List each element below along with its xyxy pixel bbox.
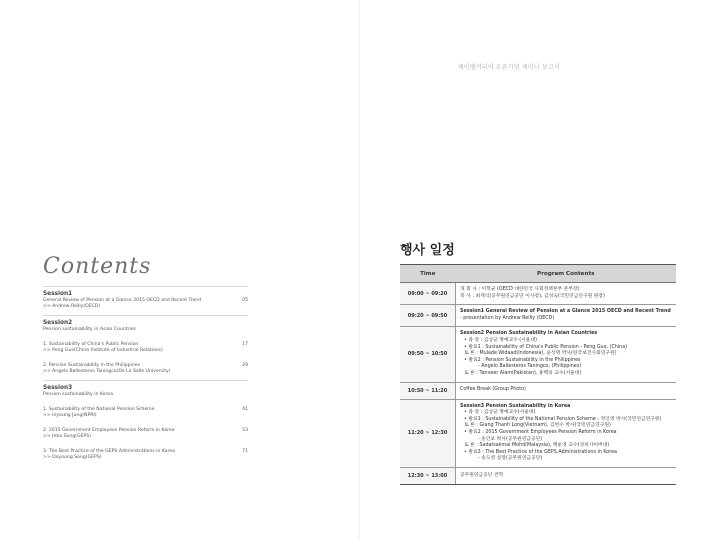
program-line: 토 론 : Mulade Widaad(Indonesia), 윤석명 박사(한국보건사회연구원) [464,351,617,357]
toc-entry-author: >> Inbo Song(GEPS) [43,434,91,439]
schedule-time: 09:00 ~ 09:20 [400,283,456,305]
program-line: 개 회 사 : 이학균 (OECD 대한민국 사회정책본부 본부장) [460,287,580,292]
program-line: 축 사 : 최재식(공무원연금공단 이사장), 김성숙(국민연금연구원 원장) [460,293,605,299]
toc-entry [43,363,248,368]
program-line: 토 론 : Tanveer Alam(Pakistan), 홍백의 교수(서울대) [464,370,582,376]
toc-entry-author: >> Angelo Ballesteros Taningco(De La Salle University) [43,369,171,374]
time-column-header: Time [400,265,456,283]
toc-section-subtitle: Pension sustainability in Korea [43,392,113,397]
schedule-program [456,305,677,327]
toc-section-title: Session3 [43,385,73,391]
program-line: 공무원연금공단 견학 [460,472,504,478]
toc-entry [43,428,248,433]
schedule-program [456,382,677,399]
toc-page-number: 29 [242,363,248,368]
schedule-row [400,305,676,327]
schedule-time: 12:30 ~ 13:00 [400,467,456,484]
program-line: • 좌 장 : 김상균 명예교수 (서울대) [464,337,537,343]
program-line: 토 론 : Giang Thanh Long(Vietnam), 김헌수 박사(국민연금연구원) [464,423,611,429]
program-line: • 발표2 : 2015 Government Employees Pension Reform in Korea [464,429,617,435]
toc-section [43,287,248,315]
schedule-time: 09:20 ~ 09:50 [400,305,456,327]
session-heading: Session2 Pension Sustainability in Asian Countries [460,331,598,337]
toc-section-subtitle: Pension sustainability in Asian Countries [43,327,136,332]
contents-title: Contents [43,254,152,279]
schedule-row [400,283,676,305]
program-line: • 좌 장 : 김상균 명예교수(서울대) [464,410,536,416]
toc-entry [43,298,248,303]
program-line: - 송도영 실장(공무원연금공단) [478,456,543,462]
toc-entry-author: >> Peng Guo(China Institute of Industrial Relations) [43,348,163,353]
program-line: - 송인보 박사(공무원연금공단) [478,436,543,442]
toc-entry-title: 1. Sustainability of the National Pension Scheme [43,407,155,412]
program-line: • 발표1 : Sustainability of the National Pension Scheme - 정인영 박사(국민연금연구원) [464,416,662,422]
schedule-row [400,382,676,399]
program-line: • 발표1 : Sustainability of China's Public Pension - Peng Guo, (China) [464,344,628,350]
schedule-program [456,399,677,467]
report-header-label: 제이엠커리어 오픈기념 세미나 보고서 [457,64,560,71]
toc-entry-author: >> Andrew Reilly(OECD) [43,304,101,309]
schedule-time: 10:50 ~ 11:20 [400,382,456,399]
toc-section-title: Session1 [43,291,73,297]
toc-entry-title: 1. Sustainability of China's Public Pension [43,342,139,347]
schedule-header-row [400,265,676,283]
schedule-program [456,327,677,382]
toc-entry-title: 3. The Best Practice of the GEPS Administrations in Korea [43,449,175,454]
schedule-row [400,399,676,467]
toc-page-number: 53 [242,428,248,433]
toc-section-title: Session2 [43,320,73,326]
schedule-title: 행사 일정 [400,243,455,258]
program-line: • 발표3 : The Best Practice of the GEPS Administrations in Korea [464,449,617,455]
schedule-time: 11:20 ~ 12:30 [400,399,456,467]
program-line: - Angelo Ballesteros Taningco, (Philippines) [478,364,582,370]
toc-entry-author: >> Doyoung Song(GEPS) [43,455,102,460]
session-heading: Session1 General Review of Pension at a Glance 2015 OECD and Recent Trend [460,309,671,315]
toc-entry [43,407,248,412]
schedule-time: 09:50 ~ 10:50 [400,327,456,382]
toc-page-number: 05 [242,298,248,303]
page-gutter [359,0,360,540]
toc-entry-author: >> Inyoung Jung(NPRI) [43,413,97,418]
session-heading: Session3 Pension Sustainability in Korea [460,403,571,409]
toc-page-number: 41 [242,407,248,412]
toc-entry-title: 2. Pension Sustainability in the Philippines [43,363,141,368]
schedule-row [400,467,676,484]
program-line: • 발표2 : Pension Sustainability in the Philippines [464,357,581,363]
schedule-row [400,327,676,382]
toc-entry-title: General Review of Pension at a Glance 2015 OECD and Recent Trend [43,298,202,303]
program-column-header: Program Contents [456,265,677,283]
schedule-table [400,264,676,485]
program-line: - presentation by Andrew Reilly (OECD) [460,315,555,321]
schedule-program [456,283,677,305]
toc-section [43,316,248,380]
toc-page-number: 17 [242,342,248,347]
toc-entry [43,342,248,347]
toc-section [43,381,248,466]
toc-entry [43,449,248,454]
program-line: 토 론 : Sadatsakmai Mohd(Malaysia), 백운영 교수(경희사이버대) [464,443,610,449]
schedule-program [456,467,677,484]
toc-page-number: 71 [242,449,248,454]
table-of-contents [43,286,248,466]
program-line: Coffee Break (Group Photo) [460,387,526,393]
toc-entry-title: 2. 2015 Government Employees Pension Reform in Korea [43,428,175,433]
